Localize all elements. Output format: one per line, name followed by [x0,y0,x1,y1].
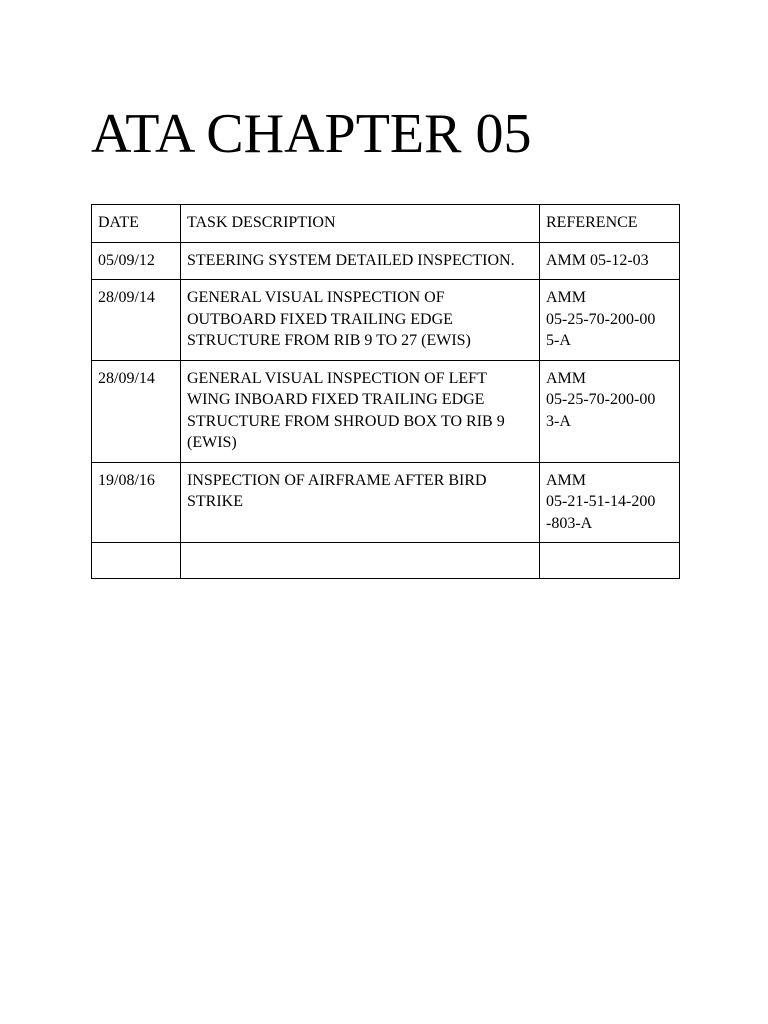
reference-column-header: REFERENCE [540,205,680,243]
reference-line: AMM [546,289,587,306]
date-cell: 28/09/14 [92,280,181,361]
task-description-cell: GENERAL VISUAL INSPECTION OF OUTBOARD FIXED TRAILING EDGE STRUCTURE FROM RIB 9 TO 27 (EWIS) [181,280,540,361]
table-row [92,360,680,462]
task-description-cell: STEERING SYSTEM DETAILED INSPECTION. [181,242,540,280]
reference-line: AMM 05-12-03 [546,251,649,269]
reference-line: 05-25-70-200-00 [546,310,656,328]
reference-line: 05-21-51-14-200 [546,493,656,510]
date-cell [92,543,181,579]
reference-line: -803-A [546,514,593,532]
reference-line: AMM [546,369,587,387]
reference-line: 05-25-70-200-00 [546,391,656,408]
task-description-cell: GENERAL VISUAL INSPECTION OF LEFT WING INBOARD FIXED TRAILING EDGE STRUCTURE FROM SHROUD BOX TO RIB 9 (EWIS) [181,360,540,462]
inspection-log-table [91,204,680,579]
reference-cell [540,280,680,361]
reference-cell [540,543,680,579]
reference-line: 3-A [546,412,571,430]
date-cell: 28/09/14 [92,360,181,462]
reference-cell [540,462,680,543]
table-row-empty [92,543,680,579]
task-description-cell: INSPECTION OF AIRFRAME AFTER BIRD STRIKE [181,462,540,543]
table-header-row [92,205,680,243]
page-title: ATA CHAPTER 05 [91,103,532,165]
date-cell: 05/09/12 [92,242,181,280]
task-description-cell [181,543,540,579]
table-row [92,280,680,361]
date-column-header: DATE [92,205,181,243]
reference-line: AMM [546,471,587,489]
date-cell: 19/08/16 [92,462,181,543]
reference-cell [540,360,680,462]
table-row [92,242,680,280]
table-row [92,462,680,543]
reference-line: 5-A [546,332,571,349]
task-description-column-header: TASK DESCRIPTION [181,205,540,243]
reference-cell [540,242,680,280]
